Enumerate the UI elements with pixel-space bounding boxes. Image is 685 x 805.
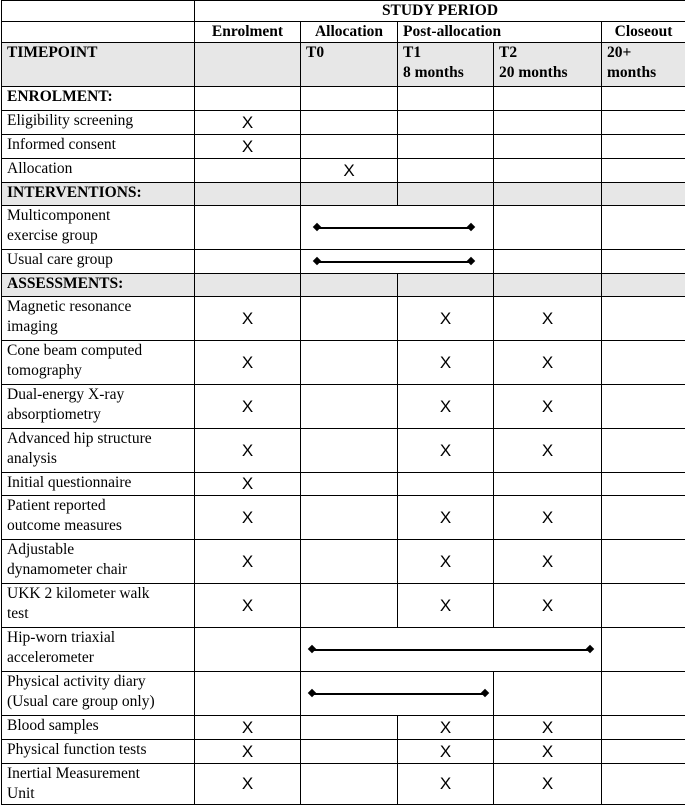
- row-label: Initial questionnaire: [2, 473, 195, 496]
- mark-x: X: [398, 764, 494, 805]
- mark-x: X: [195, 740, 301, 764]
- phase-closeout: Closeout: [602, 22, 685, 43]
- mark-x: X: [398, 584, 494, 628]
- phase-enrolment: Enrolment: [195, 22, 301, 43]
- section-assessments: ASSESSMENTS:: [2, 274, 195, 297]
- row-label: Blood samples: [2, 716, 195, 740]
- row-label: Hip-worn triaxial accelerometer: [2, 628, 195, 672]
- row-accelerometer: [2, 628, 685, 672]
- phase-post-allocation: Post-allocation: [398, 22, 602, 43]
- row-label: Cone beam computed tomography: [2, 341, 195, 385]
- t1-label: T1: [403, 44, 421, 61]
- mark-x: X: [494, 764, 602, 805]
- mark-x: X: [398, 429, 494, 473]
- mark-x: X: [195, 135, 301, 159]
- row-label: Usual care group: [2, 250, 195, 274]
- empty-cell: [2, 22, 195, 43]
- row-label: UKK 2 kilometer walk test: [2, 584, 195, 628]
- row-dynamometer: [2, 540, 685, 584]
- row-consent: [2, 135, 685, 159]
- timepoint-t2: [494, 43, 602, 87]
- header-row-study-period: [2, 1, 685, 22]
- row-label: Magnetic resonance imaging: [2, 297, 195, 341]
- mark-x: X: [195, 540, 301, 584]
- row-mri: [2, 297, 685, 341]
- empty-cell: [195, 43, 301, 87]
- row-label: Physical activity diary (Usual care group only): [2, 672, 195, 716]
- timepoint-label: TIMEPOINT: [2, 43, 195, 87]
- row-label: Dual-energy X-ray absorptiometry: [2, 385, 195, 429]
- row-pft: [2, 740, 685, 764]
- row-eligibility: [2, 111, 685, 135]
- row-label: Multicomponent exercise group: [2, 206, 195, 250]
- mark-x: X: [195, 496, 301, 540]
- closeout-sub: months: [607, 64, 656, 81]
- row-imu: [2, 764, 685, 805]
- duration-arrow: [301, 672, 494, 716]
- mark-x: X: [195, 385, 301, 429]
- mark-x: X: [398, 385, 494, 429]
- mark-x: X: [195, 584, 301, 628]
- row-label: Eligibility screening: [2, 111, 195, 135]
- section-interventions: INTERVENTIONS:: [2, 183, 195, 206]
- row-label: Patient reported outcome measures: [2, 496, 195, 540]
- mark-x: X: [195, 297, 301, 341]
- timepoint-t0: T0: [301, 43, 398, 87]
- mark-x: X: [494, 429, 602, 473]
- mark-x: X: [195, 341, 301, 385]
- timepoint-t1: [398, 43, 494, 87]
- row-label: Advanced hip structure analysis: [2, 429, 195, 473]
- mark-x: X: [301, 159, 398, 183]
- row-usual-care: [2, 250, 685, 274]
- section-row-assessments: [2, 274, 685, 297]
- mark-x: X: [494, 716, 602, 740]
- row-hsa: [2, 429, 685, 473]
- row-cbct: [2, 341, 685, 385]
- mark-x: X: [494, 341, 602, 385]
- mark-x: X: [195, 473, 301, 496]
- closeout-label: 20+: [607, 44, 631, 61]
- mark-x: X: [398, 716, 494, 740]
- duration-arrow: [301, 250, 494, 274]
- t2-sub: 20 months: [499, 64, 567, 81]
- row-blood: [2, 716, 685, 740]
- mark-x: X: [494, 297, 602, 341]
- mark-x: X: [195, 111, 301, 135]
- mark-x: X: [494, 385, 602, 429]
- mark-x: X: [494, 740, 602, 764]
- section-row-enrolment: [2, 87, 685, 111]
- timepoint-closeout: [602, 43, 685, 87]
- mark-x: X: [195, 764, 301, 805]
- row-allocation: [2, 159, 685, 183]
- mark-x: X: [494, 540, 602, 584]
- row-label: Informed consent: [2, 135, 195, 159]
- header-row-phases: [2, 22, 685, 43]
- mark-x: X: [494, 496, 602, 540]
- t1-sub: 8 months: [403, 64, 464, 81]
- phase-allocation: Allocation: [301, 22, 398, 43]
- row-dxa: [2, 385, 685, 429]
- mark-x: X: [398, 297, 494, 341]
- mark-x: X: [195, 716, 301, 740]
- duration-arrow: [301, 206, 494, 250]
- row-multicomponent: [2, 206, 685, 250]
- row-prom: [2, 496, 685, 540]
- mark-x: X: [398, 540, 494, 584]
- mark-x: X: [398, 496, 494, 540]
- section-enrolment: ENROLMENT:: [2, 87, 195, 111]
- row-label: Adjustable dynamometer chair: [2, 540, 195, 584]
- mark-x: X: [398, 341, 494, 385]
- row-ukk: [2, 584, 685, 628]
- mark-x: X: [398, 740, 494, 764]
- mark-x: X: [494, 584, 602, 628]
- t2-label: T2: [499, 44, 517, 61]
- row-label: Allocation: [2, 159, 195, 183]
- row-questionnaire: [2, 473, 685, 496]
- row-label: Inertial Measurement Unit: [2, 764, 195, 805]
- empty-cell: [2, 1, 195, 22]
- mark-x: X: [195, 429, 301, 473]
- spirit-schedule-table: [1, 0, 685, 805]
- timepoint-row: [2, 43, 685, 87]
- row-label: Physical function tests: [2, 740, 195, 764]
- section-row-interventions: [2, 183, 685, 206]
- study-period-header: STUDY PERIOD: [195, 1, 685, 22]
- row-diary: [2, 672, 685, 716]
- duration-arrow: [301, 628, 602, 672]
